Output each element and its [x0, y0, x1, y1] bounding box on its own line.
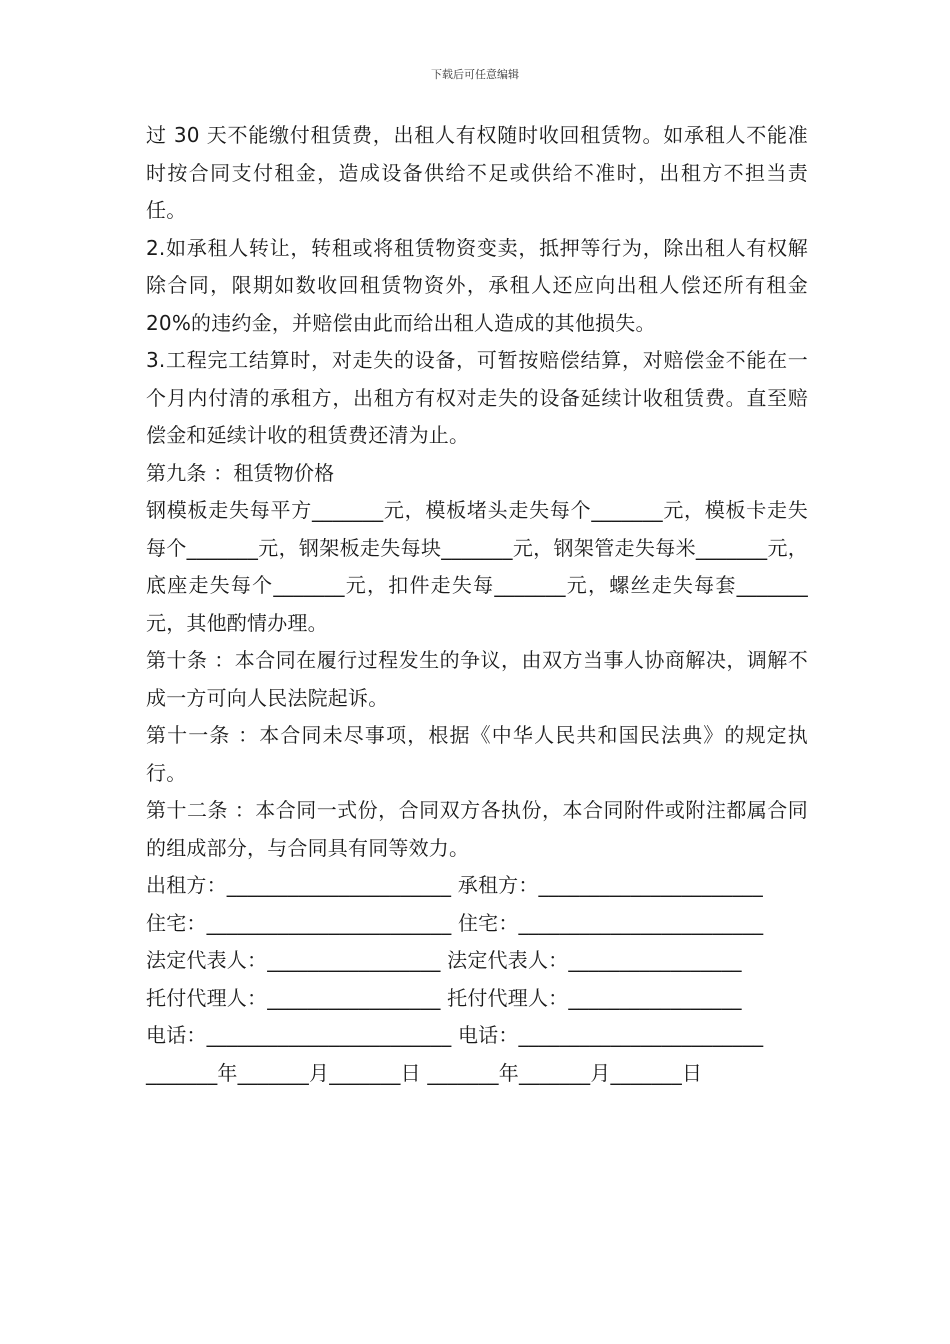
signature-date-line: _______年_______月_______日 _______年_______月_______日 [146, 1060, 703, 1085]
document-body [146, 117, 808, 1092]
article-11: 第十一条 ：本合同未尽事项，根据《中华人民共和国民法典》的规定执行。 [146, 723, 808, 785]
article-12: 第十二条 ：本合同一式份，合同双方各执份，本合同附件或附注都属合同的组成部分，与合同具有同等效力。 [146, 798, 808, 860]
article-9-title: 第九条 ：租赁物价格 [146, 460, 335, 485]
paragraph-payment-terms: 过 30 天不能缴付租赁费，出租人有权随时收回租赁物。如承租人不能准时按合同支付租金，造成设备供给不足或供给不准时，出租方不担当责任。 [146, 123, 808, 222]
paragraph-clause-2: 2.如承租人转让，转租或将租赁物资变卖，抵押等行为，除出租人有权解除合同，限期如数收回租赁物资外，承租人还应向出租人偿还所有租金 20%的违约金，并赔偿由此而给出租人造成的其他损失。 [146, 235, 808, 335]
page-header: 下载后可任意编辑 [431, 68, 519, 81]
paragraph-clause-3: 3.工程完工结算时，对走失的设备，可暂按赔偿结算，对赔偿金不能在一个月内付清的承租方，出租方有权对走失的设备延续计收租赁费。直至赔偿金和延续计收的租赁费还清为止。 [146, 348, 808, 447]
article-9-prices: 钢模板走失每平方_______元，模板堵头走失每个_______元，模板卡走失每个_______元，钢架板走失每块_______元，钢架管走失每米_______元，底座走失每个_______元，扣件走失每_______元，螺丝走失每套_______元，其他酌情办理。 [146, 498, 808, 635]
signature-party-line: 出租方：______________________ 承租方：______________________ [146, 873, 763, 897]
article-10: 第十条 ：本合同在履行过程发生的争议，由双方当事人协商解决，调解不成一方可向人民法院起诉。 [146, 648, 808, 710]
signature-agent-line: 托付代理人：_________________ 托付代理人：_________________ [146, 985, 742, 1010]
signature-phone-line: 电话：________________________ 电话：________________________ [146, 1023, 764, 1047]
signature-address-line: 住宅：________________________ 住宅：________________________ [146, 910, 764, 935]
signature-representative-line: 法定代表人：_________________ 法定代表人：_________________ [146, 948, 742, 972]
